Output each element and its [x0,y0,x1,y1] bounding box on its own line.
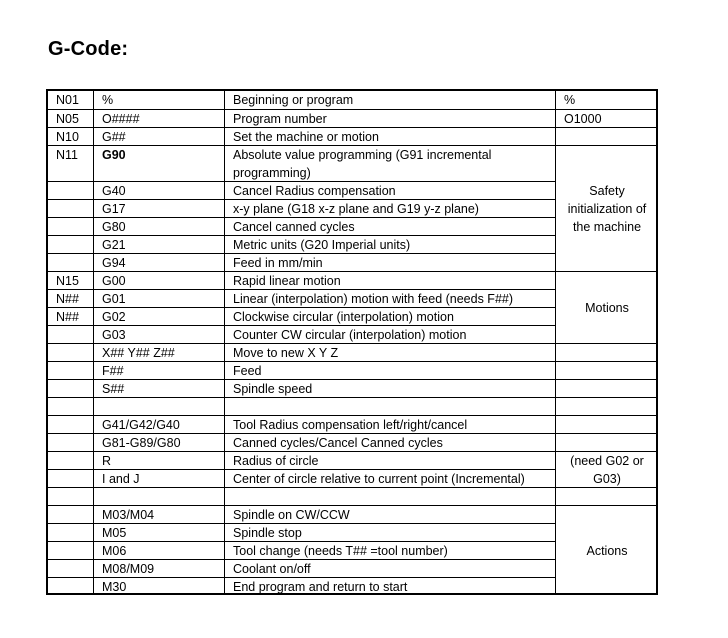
description-cell [224,487,555,505]
line-number-cell: N## [48,289,93,307]
code-cell [93,397,224,415]
code-cell: F## [93,361,224,379]
line-number-cell [48,181,93,199]
description-cell: Move to new X Y Z [224,343,555,361]
line-number-cell [48,343,93,361]
note-cell [555,361,658,379]
note-cell: O1000 [555,109,658,127]
line-number-cell [48,433,93,451]
line-number-cell [48,325,93,343]
description-cell: Absolute value programming (G91 incremental programming) [224,145,555,181]
code-cell: G94 [93,253,224,271]
code-cell: G02 [93,307,224,325]
line-number-cell: N15 [48,271,93,289]
gcode-table [46,89,658,595]
description-cell [224,397,555,415]
description-cell: Program number [224,109,555,127]
line-number-cell: N05 [48,109,93,127]
note-cell: % [555,91,658,109]
code-cell: G03 [93,325,224,343]
line-number-cell: N## [48,307,93,325]
code-cell: S## [93,379,224,397]
line-number-cell [48,523,93,541]
code-cell: M05 [93,523,224,541]
description-cell: Cancel canned cycles [224,217,555,235]
line-number-cell [48,217,93,235]
line-number-cell [48,451,93,469]
code-cell: G80 [93,217,224,235]
code-cell: I and J [93,469,224,487]
description-cell: Rapid linear motion [224,271,555,289]
line-number-cell [48,469,93,487]
line-number-cell [48,235,93,253]
description-cell: Clockwise circular (interpolation) motion [224,307,555,325]
description-cell: Coolant on/off [224,559,555,577]
code-cell: G40 [93,181,224,199]
code-cell: G01 [93,289,224,307]
note-cell [555,127,658,145]
line-number-cell [48,379,93,397]
code-cell: M06 [93,541,224,559]
code-cell: G90 [93,145,224,181]
description-cell: Metric units (G20 Imperial units) [224,235,555,253]
code-cell: M30 [93,577,224,595]
description-cell: Cancel Radius compensation [224,181,555,199]
code-cell: G## [93,127,224,145]
description-cell: Spindle on CW/CCW [224,505,555,523]
note-cell [555,379,658,397]
note-cell [555,487,658,505]
page-title: G-Code: [48,38,129,60]
code-cell: M08/M09 [93,559,224,577]
description-cell: Spindle speed [224,379,555,397]
description-cell: x-y plane (G18 x-z plane and G19 y-z plane) [224,199,555,217]
description-cell: Linear (interpolation) motion with feed (needs F##) [224,289,555,307]
code-cell [93,487,224,505]
code-cell: G21 [93,235,224,253]
line-number-cell [48,487,93,505]
description-cell: Tool change (needs T## =tool number) [224,541,555,559]
group-note-cell: (need G02 or G03) [555,451,658,487]
line-number-cell: N01 [56,93,79,107]
line-number-cell [48,505,93,523]
code-cell: G41/G42/G40 [93,415,224,433]
line-number-cell [48,397,93,415]
code-cell: G81-G89/G80 [93,433,224,451]
group-note-cell: Motions [555,271,658,343]
note-cell [555,433,658,451]
description-cell: Spindle stop [224,523,555,541]
description-cell: Counter CW circular (interpolation) motion [224,325,555,343]
line-number-cell: N10 [48,127,93,145]
group-note-cell: Actions [555,505,658,595]
description-cell: Canned cycles/Cancel Canned cycles [224,433,555,451]
code-cell: % [93,91,224,109]
description-cell: Beginning or program [224,91,555,109]
group-note-cell: Safety initialization of the machine [555,145,658,271]
code-cell: M03/M04 [93,505,224,523]
line-number-cell [48,541,93,559]
description-cell: Feed [224,361,555,379]
line-number-cell [48,577,93,595]
code-cell: X## Y## Z## [93,343,224,361]
description-cell: Center of circle relative to current point (Incremental) [224,469,555,487]
description-cell: Set the machine or motion [224,127,555,145]
description-cell: Radius of circle [224,451,555,469]
note-cell [555,343,658,361]
description-cell: Tool Radius compensation left/right/cancel [224,415,555,433]
note-cell [555,415,658,433]
description-cell: End program and return to start [224,577,555,595]
line-number-cell: N11 [48,145,93,181]
line-number-cell [48,199,93,217]
description-cell: Feed in mm/min [224,253,555,271]
line-number-cell [48,253,93,271]
note-cell [555,397,658,415]
line-number-cell [48,361,93,379]
code-cell: O#### [93,109,224,127]
code-cell: G17 [93,199,224,217]
code-cell: G00 [93,271,224,289]
line-number-cell [48,415,93,433]
line-number-cell [48,559,93,577]
code-cell: R [93,451,224,469]
